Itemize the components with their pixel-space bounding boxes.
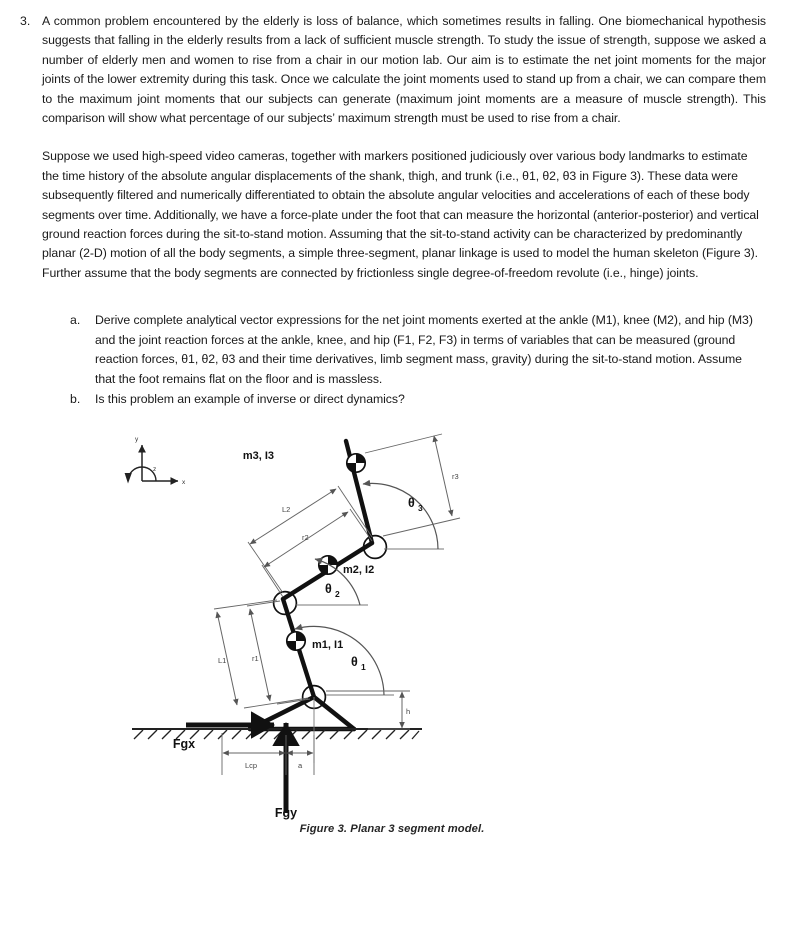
label-m1-I1: m1, I1 (312, 639, 344, 652)
label-theta1-sub: 1 (361, 662, 366, 673)
label-Fgy: Fgy (274, 806, 298, 821)
problem-paragraph-1: A common problem encountered by the elderly is loss of balance, which sometimes results in falling. One biomechanical hypothesis suggests that falling in the elderly results from a lack of sufficient muscle strength. To study the issue of strength, suppose we asked a number of elderly men and women to rise from a chair in our motion lab. Our aim is to estimate the net joint moments for the major joints of the lower extremity during this task. Once we calculate the joint moments used to stand up from a chair, we can compare them to the maximum joint moments that our subjects can generate (maximum joint moments are a measure of muscle strength). This comparison will show what percentage of our subjects’ maximum strength must be used to rise from a chair. (42, 14, 766, 126)
label-h: h (406, 707, 411, 717)
com-marker-segment1 (287, 632, 305, 650)
subitem-b (70, 390, 766, 409)
subitem-a (70, 311, 766, 389)
dimension-Lcp (222, 733, 286, 775)
dimension-r3 (365, 434, 460, 536)
com-marker-segment3 (347, 454, 365, 472)
label-theta3: θ (408, 496, 415, 511)
label-r1: r1 (252, 654, 259, 664)
dimension-L2 (248, 486, 375, 593)
angle-theta3 (363, 484, 444, 550)
label-theta1: θ (351, 655, 358, 670)
com-marker-segment2 (319, 556, 337, 574)
problem-paragraph-2: Suppose we used high-speed video cameras, together with markers positioned judiciously over various body landmarks to estimate the time history of the absolute angular displacements of the shank, thigh, and trunk (i.e., θ1, θ2, θ3 in Figure 3). These data were subsequently filtered and numerically differentiated to obtain the absolute angular velocities and accelerations of each of these body segments over time. Additionally, we have a force-plate under the foot that can measure the horizontal (anterior-posterior) and vertical ground reaction forces during the sit-to-stand motion. Assuming that the sit-to-stand activity can be characterized by predominantly planar (2-D) motion of all the body segments, a simple three-segment, planar linkage is used to model the human skeleton (Figure 3). Further assume that the body segments are connected by frictionless single degree-of-freedom revolute (i.e., hinge) joints. (42, 149, 759, 280)
subitem-b-letter: b. (70, 391, 81, 406)
problem-subitem-list (42, 311, 766, 409)
dimension-h (326, 691, 410, 729)
label-Fgx: Fgx (172, 737, 196, 752)
subitem-a-body (95, 311, 766, 389)
dimension-a (287, 735, 314, 775)
subitem-a-letter: a. (70, 313, 81, 328)
subitem-a-text: Derive complete analytical vector expressions for the net joint moments exerted at the ankle (M1), knee (M2), and hip (M3) and the joint reaction forces at the ankle, knee, and hip (F1, F2, F3) in terms of variables that can be measured (ground reaction forces, θ1, θ2, θ3 and their time derivatives, limb segment mass, gravity) during the sit-to-stand motion. Assume that the foot remains flat on the floor and is massless. (95, 313, 753, 386)
problem-body (42, 12, 766, 409)
label-r2: r2 (302, 533, 309, 543)
figure-caption: Figure 3. Planar 3 segment model. (299, 823, 485, 836)
subitem-b-body (95, 390, 766, 409)
axis-label-x: x (182, 479, 186, 487)
label-theta2-sub: 2 (335, 589, 340, 600)
label-m3-I3: m3, I3 (242, 450, 274, 463)
figure-3 (18, 423, 766, 843)
dimension-L1 (214, 600, 308, 708)
label-r3: r3 (452, 472, 459, 482)
label-Lcp: Lcp (245, 761, 258, 771)
label-theta3-sub: 3 (418, 503, 423, 514)
coordinate-axes-icon (125, 436, 186, 486)
planar-three-segment-diagram (122, 423, 662, 823)
label-L2: L2 (282, 505, 291, 515)
label-a: a (298, 761, 303, 771)
label-m2-I2: m2, I2 (343, 564, 375, 577)
problem-block (18, 12, 766, 409)
subitem-b-text: Is this problem an example of inverse or direct dynamics? (95, 391, 405, 406)
axis-label-y: y (135, 436, 139, 444)
problem-number: 3. (20, 14, 31, 28)
label-L1: L1 (218, 656, 227, 666)
label-theta2: θ (325, 582, 332, 597)
axis-label-z: z (153, 466, 157, 474)
